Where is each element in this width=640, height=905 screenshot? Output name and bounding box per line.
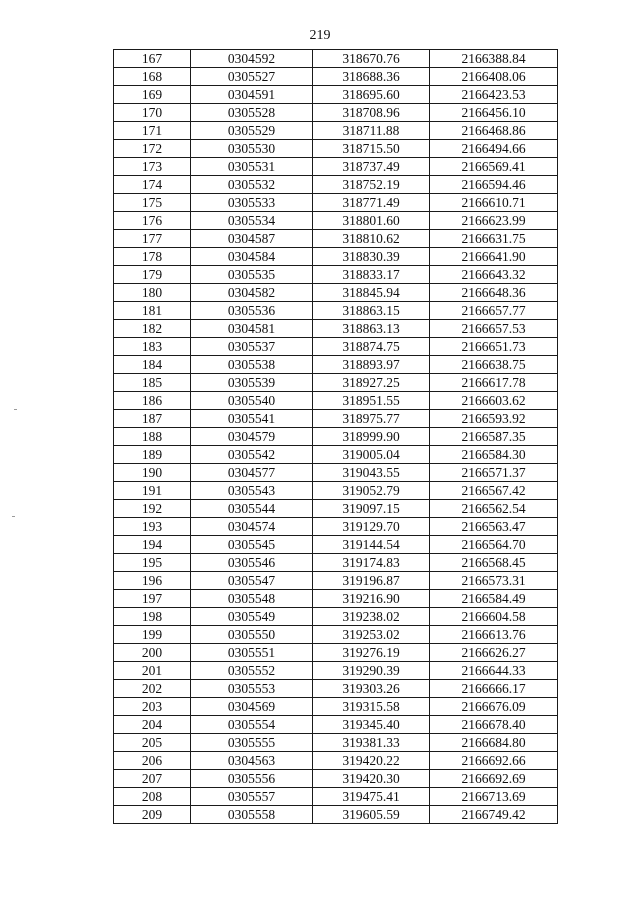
point-number-cell: 195 xyxy=(114,554,191,572)
point-number-cell: 209 xyxy=(114,806,191,824)
x-coordinate-cell: 318771.49 xyxy=(313,194,430,212)
point-number-cell: 199 xyxy=(114,626,191,644)
y-coordinate-cell: 2166563.47 xyxy=(430,518,558,536)
x-coordinate-cell: 318874.75 xyxy=(313,338,430,356)
y-coordinate-cell: 2166569.41 xyxy=(430,158,558,176)
point-number-cell: 181 xyxy=(114,302,191,320)
point-number-cell: 170 xyxy=(114,104,191,122)
y-coordinate-cell: 2166610.71 xyxy=(430,194,558,212)
y-coordinate-cell: 2166604.58 xyxy=(430,608,558,626)
y-coordinate-cell: 2166617.78 xyxy=(430,374,558,392)
y-coordinate-cell: 2166587.35 xyxy=(430,428,558,446)
point-id-cell: 0304591 xyxy=(191,86,313,104)
point-number-cell: 185 xyxy=(114,374,191,392)
y-coordinate-cell: 2166643.32 xyxy=(430,266,558,284)
x-coordinate-cell: 318711.88 xyxy=(313,122,430,140)
x-coordinate-cell: 319276.19 xyxy=(313,644,430,662)
point-number-cell: 200 xyxy=(114,644,191,662)
point-id-cell: 0305551 xyxy=(191,644,313,662)
point-number-cell: 175 xyxy=(114,194,191,212)
y-coordinate-cell: 2166684.80 xyxy=(430,734,558,752)
point-number-cell: 188 xyxy=(114,428,191,446)
point-number-cell: 189 xyxy=(114,446,191,464)
x-coordinate-cell: 318999.90 xyxy=(313,428,430,446)
table-row xyxy=(114,806,558,824)
table-row xyxy=(114,428,558,446)
point-id-cell: 0304579 xyxy=(191,428,313,446)
point-number-cell: 184 xyxy=(114,356,191,374)
point-id-cell: 0305536 xyxy=(191,302,313,320)
coordinates-table-body xyxy=(114,50,558,824)
point-number-cell: 196 xyxy=(114,572,191,590)
y-coordinate-cell: 2166468.86 xyxy=(430,122,558,140)
x-coordinate-cell: 318833.17 xyxy=(313,266,430,284)
y-coordinate-cell: 2166631.75 xyxy=(430,230,558,248)
y-coordinate-cell: 2166593.92 xyxy=(430,410,558,428)
y-coordinate-cell: 2166408.06 xyxy=(430,68,558,86)
scan-speck xyxy=(12,516,15,517)
point-id-cell: 0305544 xyxy=(191,500,313,518)
table-row xyxy=(114,680,558,698)
y-coordinate-cell: 2166494.66 xyxy=(430,140,558,158)
point-id-cell: 0304574 xyxy=(191,518,313,536)
table-row xyxy=(114,518,558,536)
point-number-cell: 198 xyxy=(114,608,191,626)
point-number-cell: 204 xyxy=(114,716,191,734)
point-id-cell: 0304563 xyxy=(191,752,313,770)
x-coordinate-cell: 318695.60 xyxy=(313,86,430,104)
table-row xyxy=(114,158,558,176)
point-id-cell: 0305549 xyxy=(191,608,313,626)
y-coordinate-cell: 2166641.90 xyxy=(430,248,558,266)
table-row xyxy=(114,338,558,356)
x-coordinate-cell: 319420.22 xyxy=(313,752,430,770)
y-coordinate-cell: 2166571.37 xyxy=(430,464,558,482)
table-row xyxy=(114,140,558,158)
y-coordinate-cell: 2166657.53 xyxy=(430,320,558,338)
point-id-cell: 0305543 xyxy=(191,482,313,500)
x-coordinate-cell: 319144.54 xyxy=(313,536,430,554)
y-coordinate-cell: 2166651.73 xyxy=(430,338,558,356)
point-number-cell: 178 xyxy=(114,248,191,266)
point-id-cell: 0305535 xyxy=(191,266,313,284)
x-coordinate-cell: 318670.76 xyxy=(313,50,430,68)
point-number-cell: 171 xyxy=(114,122,191,140)
point-id-cell: 0305528 xyxy=(191,104,313,122)
table-row xyxy=(114,608,558,626)
point-number-cell: 197 xyxy=(114,590,191,608)
y-coordinate-cell: 2166626.27 xyxy=(430,644,558,662)
table-row xyxy=(114,194,558,212)
point-id-cell: 0304584 xyxy=(191,248,313,266)
point-id-cell: 0305555 xyxy=(191,734,313,752)
table-row xyxy=(114,86,558,104)
point-id-cell: 0305537 xyxy=(191,338,313,356)
point-id-cell: 0305554 xyxy=(191,716,313,734)
table-row xyxy=(114,626,558,644)
x-coordinate-cell: 318830.39 xyxy=(313,248,430,266)
table-row xyxy=(114,230,558,248)
point-id-cell: 0304582 xyxy=(191,284,313,302)
table-row xyxy=(114,284,558,302)
table-row xyxy=(114,410,558,428)
x-coordinate-cell: 319005.04 xyxy=(313,446,430,464)
table-row xyxy=(114,68,558,86)
x-coordinate-cell: 319043.55 xyxy=(313,464,430,482)
point-id-cell: 0305545 xyxy=(191,536,313,554)
x-coordinate-cell: 319216.90 xyxy=(313,590,430,608)
y-coordinate-cell: 2166713.69 xyxy=(430,788,558,806)
point-number-cell: 193 xyxy=(114,518,191,536)
x-coordinate-cell: 319381.33 xyxy=(313,734,430,752)
y-coordinate-cell: 2166573.31 xyxy=(430,572,558,590)
table-row xyxy=(114,482,558,500)
table-row xyxy=(114,104,558,122)
point-id-cell: 0305540 xyxy=(191,392,313,410)
point-id-cell: 0305529 xyxy=(191,122,313,140)
table-row xyxy=(114,320,558,338)
x-coordinate-cell: 318975.77 xyxy=(313,410,430,428)
x-coordinate-cell: 318863.15 xyxy=(313,302,430,320)
y-coordinate-cell: 2166692.69 xyxy=(430,770,558,788)
y-coordinate-cell: 2166676.09 xyxy=(430,698,558,716)
point-number-cell: 203 xyxy=(114,698,191,716)
y-coordinate-cell: 2166584.30 xyxy=(430,446,558,464)
x-coordinate-cell: 318801.60 xyxy=(313,212,430,230)
point-id-cell: 0304581 xyxy=(191,320,313,338)
point-number-cell: 167 xyxy=(114,50,191,68)
y-coordinate-cell: 2166623.99 xyxy=(430,212,558,230)
coordinates-table xyxy=(113,49,558,824)
y-coordinate-cell: 2166594.46 xyxy=(430,176,558,194)
x-coordinate-cell: 319196.87 xyxy=(313,572,430,590)
point-id-cell: 0305539 xyxy=(191,374,313,392)
y-coordinate-cell: 2166749.42 xyxy=(430,806,558,824)
x-coordinate-cell: 319420.30 xyxy=(313,770,430,788)
x-coordinate-cell: 319097.15 xyxy=(313,500,430,518)
table-row xyxy=(114,662,558,680)
y-coordinate-cell: 2166613.76 xyxy=(430,626,558,644)
x-coordinate-cell: 318863.13 xyxy=(313,320,430,338)
table-row xyxy=(114,356,558,374)
y-coordinate-cell: 2166644.33 xyxy=(430,662,558,680)
page-number: 219 xyxy=(309,28,331,43)
point-number-cell: 207 xyxy=(114,770,191,788)
point-number-cell: 187 xyxy=(114,410,191,428)
point-id-cell: 0305553 xyxy=(191,680,313,698)
point-number-cell: 186 xyxy=(114,392,191,410)
table-row xyxy=(114,644,558,662)
point-id-cell: 0305530 xyxy=(191,140,313,158)
point-number-cell: 182 xyxy=(114,320,191,338)
point-number-cell: 205 xyxy=(114,734,191,752)
table-row xyxy=(114,122,558,140)
point-id-cell: 0305558 xyxy=(191,806,313,824)
point-number-cell: 180 xyxy=(114,284,191,302)
x-coordinate-cell: 318737.49 xyxy=(313,158,430,176)
point-id-cell: 0305557 xyxy=(191,788,313,806)
y-coordinate-cell: 2166388.84 xyxy=(430,50,558,68)
table-row xyxy=(114,536,558,554)
x-coordinate-cell: 318845.94 xyxy=(313,284,430,302)
table-row xyxy=(114,554,558,572)
x-coordinate-cell: 318951.55 xyxy=(313,392,430,410)
table-row xyxy=(114,248,558,266)
point-number-cell: 183 xyxy=(114,338,191,356)
point-number-cell: 173 xyxy=(114,158,191,176)
point-id-cell: 0305527 xyxy=(191,68,313,86)
y-coordinate-cell: 2166657.77 xyxy=(430,302,558,320)
point-id-cell: 0305538 xyxy=(191,356,313,374)
x-coordinate-cell: 318688.36 xyxy=(313,68,430,86)
point-id-cell: 0305552 xyxy=(191,662,313,680)
y-coordinate-cell: 2166638.75 xyxy=(430,356,558,374)
y-coordinate-cell: 2166584.49 xyxy=(430,590,558,608)
y-coordinate-cell: 2166666.17 xyxy=(430,680,558,698)
point-id-cell: 0305547 xyxy=(191,572,313,590)
x-coordinate-cell: 319315.58 xyxy=(313,698,430,716)
point-id-cell: 0305532 xyxy=(191,176,313,194)
table-row xyxy=(114,734,558,752)
x-coordinate-cell: 318927.25 xyxy=(313,374,430,392)
x-coordinate-cell: 319290.39 xyxy=(313,662,430,680)
table-row xyxy=(114,50,558,68)
y-coordinate-cell: 2166564.70 xyxy=(430,536,558,554)
table-row xyxy=(114,266,558,284)
table-row xyxy=(114,770,558,788)
x-coordinate-cell: 318752.19 xyxy=(313,176,430,194)
table-row xyxy=(114,788,558,806)
point-id-cell: 0305534 xyxy=(191,212,313,230)
y-coordinate-cell: 2166648.36 xyxy=(430,284,558,302)
x-coordinate-cell: 318715.50 xyxy=(313,140,430,158)
point-number-cell: 172 xyxy=(114,140,191,158)
x-coordinate-cell: 318708.96 xyxy=(313,104,430,122)
table-row xyxy=(114,464,558,482)
point-number-cell: 169 xyxy=(114,86,191,104)
x-coordinate-cell: 319303.26 xyxy=(313,680,430,698)
point-number-cell: 194 xyxy=(114,536,191,554)
scan-speck xyxy=(14,409,17,410)
point-number-cell: 201 xyxy=(114,662,191,680)
point-number-cell: 190 xyxy=(114,464,191,482)
table-row xyxy=(114,302,558,320)
x-coordinate-cell: 319345.40 xyxy=(313,716,430,734)
table-row xyxy=(114,572,558,590)
x-coordinate-cell: 318810.62 xyxy=(313,230,430,248)
point-number-cell: 192 xyxy=(114,500,191,518)
point-number-cell: 177 xyxy=(114,230,191,248)
table-row xyxy=(114,446,558,464)
point-id-cell: 0305546 xyxy=(191,554,313,572)
y-coordinate-cell: 2166692.66 xyxy=(430,752,558,770)
table-row xyxy=(114,590,558,608)
x-coordinate-cell: 319129.70 xyxy=(313,518,430,536)
x-coordinate-cell: 319238.02 xyxy=(313,608,430,626)
table-row xyxy=(114,698,558,716)
y-coordinate-cell: 2166678.40 xyxy=(430,716,558,734)
y-coordinate-cell: 2166456.10 xyxy=(430,104,558,122)
point-id-cell: 0304587 xyxy=(191,230,313,248)
point-number-cell: 191 xyxy=(114,482,191,500)
point-id-cell: 0305531 xyxy=(191,158,313,176)
point-id-cell: 0304592 xyxy=(191,50,313,68)
y-coordinate-cell: 2166423.53 xyxy=(430,86,558,104)
x-coordinate-cell: 319052.79 xyxy=(313,482,430,500)
point-number-cell: 174 xyxy=(114,176,191,194)
point-number-cell: 206 xyxy=(114,752,191,770)
x-coordinate-cell: 318893.97 xyxy=(313,356,430,374)
point-id-cell: 0304577 xyxy=(191,464,313,482)
y-coordinate-cell: 2166603.62 xyxy=(430,392,558,410)
point-number-cell: 176 xyxy=(114,212,191,230)
table-row xyxy=(114,176,558,194)
point-id-cell: 0305541 xyxy=(191,410,313,428)
point-number-cell: 202 xyxy=(114,680,191,698)
table-row xyxy=(114,212,558,230)
y-coordinate-cell: 2166562.54 xyxy=(430,500,558,518)
table-row xyxy=(114,392,558,410)
point-id-cell: 0305542 xyxy=(191,446,313,464)
table-row xyxy=(114,374,558,392)
point-number-cell: 179 xyxy=(114,266,191,284)
x-coordinate-cell: 319605.59 xyxy=(313,806,430,824)
point-id-cell: 0305533 xyxy=(191,194,313,212)
x-coordinate-cell: 319174.83 xyxy=(313,554,430,572)
table-row xyxy=(114,752,558,770)
table-row xyxy=(114,716,558,734)
y-coordinate-cell: 2166568.45 xyxy=(430,554,558,572)
point-number-cell: 168 xyxy=(114,68,191,86)
point-id-cell: 0305556 xyxy=(191,770,313,788)
y-coordinate-cell: 2166567.42 xyxy=(430,482,558,500)
point-id-cell: 0305550 xyxy=(191,626,313,644)
point-id-cell: 0305548 xyxy=(191,590,313,608)
point-id-cell: 0304569 xyxy=(191,698,313,716)
table-row xyxy=(114,500,558,518)
x-coordinate-cell: 319253.02 xyxy=(313,626,430,644)
x-coordinate-cell: 319475.41 xyxy=(313,788,430,806)
point-number-cell: 208 xyxy=(114,788,191,806)
